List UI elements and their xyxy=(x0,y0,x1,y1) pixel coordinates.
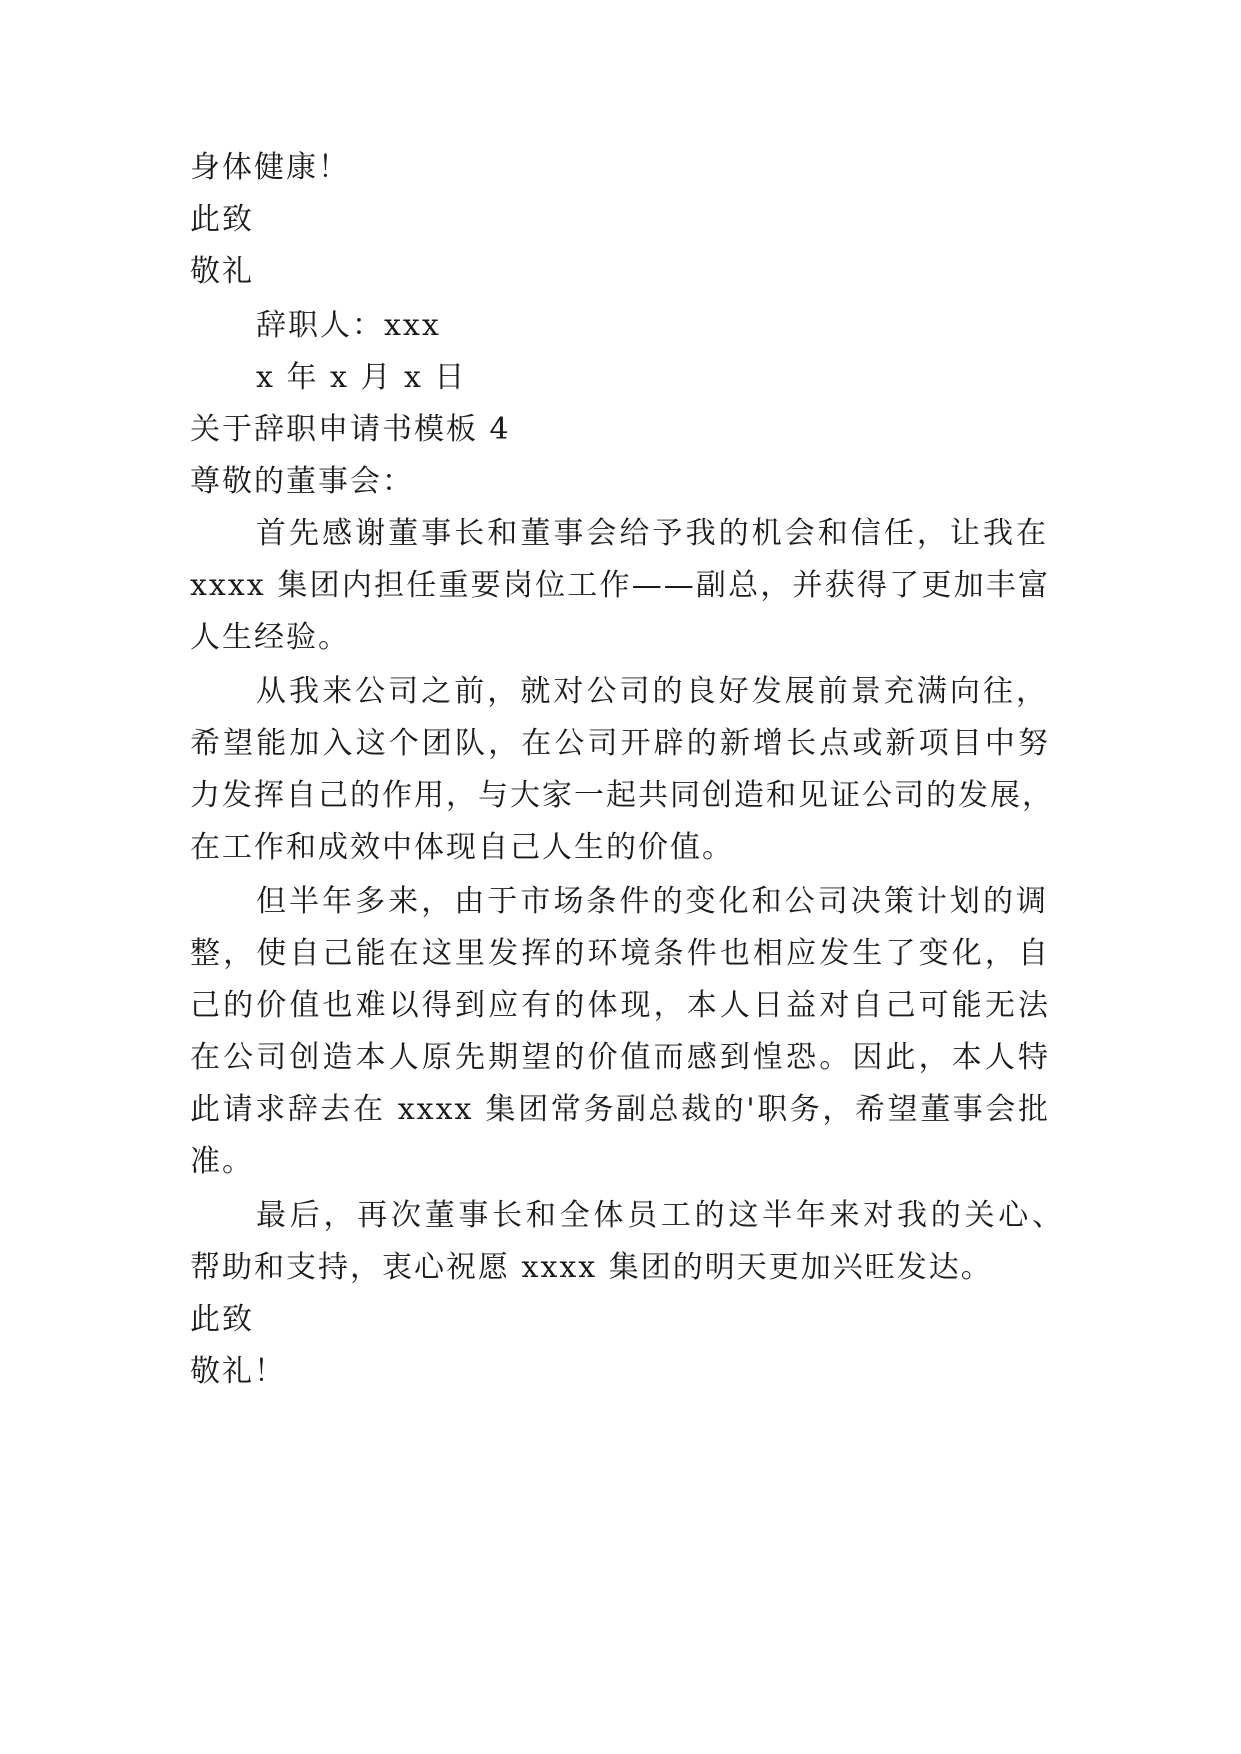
paragraph-line: 整，使自己能在这里发挥的环境条件也相应发生了变化，自 xyxy=(190,936,1050,971)
paragraph-line: 力发挥自己的作用，与大家一起共同创造和见证公司的发展， xyxy=(190,778,1054,813)
paragraph-line: 但半年多来，由于市场条件的变化和公司决策计划的调 xyxy=(256,884,1048,919)
closing-jingli: 敬礼 xyxy=(190,254,254,289)
closing-wish: 身体健康！ xyxy=(190,150,350,185)
paragraph-line: 从我来公司之前，就对公司的良好发展前景充满向往， xyxy=(256,674,1048,709)
paragraph-line: 最后，再次董事长和全体员工的这半年来对我的关心、 xyxy=(256,1198,1064,1233)
closing-cizhi-2: 此致 xyxy=(190,1302,254,1337)
paragraph-line: 首先感谢董事长和董事会给予我的机会和信任，让我在 xyxy=(256,516,1048,551)
salutation: 尊敬的董事会： xyxy=(190,464,414,499)
paragraph-line: 此请求辞去在 xxxx 集团常务副总裁的'职务，希望董事会批 xyxy=(190,1092,1050,1127)
paragraph-line: 帮助和支持，衷心祝愿 xxxx 集团的明天更加兴旺发达。 xyxy=(190,1250,993,1285)
paragraph-line: 准。 xyxy=(190,1144,254,1179)
closing-jingli-2: 敬礼！ xyxy=(190,1354,286,1389)
paragraph-line: xxxx 集团内担任重要岗位工作——副总，并获得了更加丰富 xyxy=(190,568,1050,603)
paragraph-line: 在公司创造本人原先期望的价值而感到惶恐。因此，本人特 xyxy=(190,1040,1050,1075)
closing-cizhi: 此致 xyxy=(190,202,254,237)
paragraph-line: 希望能加入这个团队，在公司开辟的新增长点或新项目中努 xyxy=(190,726,1050,761)
section-title: 关于辞职申请书模板 4 xyxy=(190,412,511,447)
paragraph-line: 人生经验。 xyxy=(190,620,350,655)
paragraph-line: 己的价值也难以得到应有的体现，本人日益对自己可能无法 xyxy=(190,988,1050,1023)
paragraph-line: 在工作和成效中体现自己人生的价值。 xyxy=(190,830,734,865)
signer-line: 辞职人：xxx xyxy=(256,308,441,343)
date-line: x 年 x 月 x 日 xyxy=(256,360,467,395)
